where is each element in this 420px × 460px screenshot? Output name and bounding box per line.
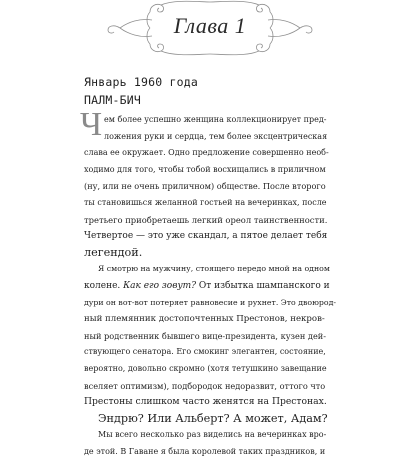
paragraph-2-line: Я смотрю на мужчину, стоящего передо мной на одном xyxy=(98,264,330,274)
paragraph-2-line: вселяет оптимизм), подбородок недоразвит, оттого что xyxy=(84,380,326,391)
paragraph-1-line: ходимо для того, чтобы тобой восхищались в приличном xyxy=(84,164,326,174)
paragraph-1-line: Четвертое — это уже скандал, а пятое делает тебя xyxy=(84,231,328,242)
paragraph-4-line: Мы всего несколько раз виделись на вечеринках вро- xyxy=(98,430,327,440)
dateline-date: Январь 1960 года xyxy=(84,75,198,89)
paragraph-1-line: третьего приобретаешь легкий ореол таинственности. xyxy=(84,214,328,225)
drop-cap: Ч xyxy=(80,106,103,143)
dateline xyxy=(84,73,198,109)
chapter-body xyxy=(80,106,337,460)
paragraph-2-line: вероятно, довольно скромно (хотя тетушкино завещание xyxy=(84,363,327,373)
paragraph-1-line: слава ее окружает. Одно предложение совершенно необ- xyxy=(84,148,329,158)
italic-question: Как его зовут? xyxy=(123,280,197,291)
dateline-place: ПАЛМ-БИЧ xyxy=(84,93,141,107)
paragraph-2-line: ный племянник достопочтенных Престонов, некров- xyxy=(84,314,325,325)
paragraph-2-line: ный родственник бывшего вице-президента, кузен дей- xyxy=(84,330,327,341)
paragraph-2-line: дури он вот-вот потеряет равновесие и рухнет. Это двоюрод- xyxy=(84,297,337,307)
paragraph-3-line: Эндрю? Или Альберт? А может, Адам? xyxy=(98,411,328,425)
paragraph-2-line: Престоны слишком часто женятся на Престонах. xyxy=(84,396,327,408)
paragraph-4-line: де этой. В Гаване я была королевой таких праздников, и xyxy=(84,446,326,456)
paragraph-1-line: (ну, или не очень приличном) обществе. После второго xyxy=(84,181,326,192)
paragraph-2-line: ствующего сенатора. Его смокинг элегантен, состояние, xyxy=(84,347,326,357)
paragraph-1-line: легендой. xyxy=(84,245,143,259)
chapter-title: Глава 1 xyxy=(173,13,247,38)
paragraph-1-line: ты становишься желанной гостьей на вечеринках, после xyxy=(84,197,327,207)
paragraph-1-line: ложения руки и сердца, тем более эксцентрическая xyxy=(104,131,328,141)
paragraph-2-line: колене. Как его зовут? От избытка шампанского и xyxy=(84,280,330,291)
paragraph-1-line: Ч ем более успешно женщина коллекционирует пред- xyxy=(80,106,327,143)
